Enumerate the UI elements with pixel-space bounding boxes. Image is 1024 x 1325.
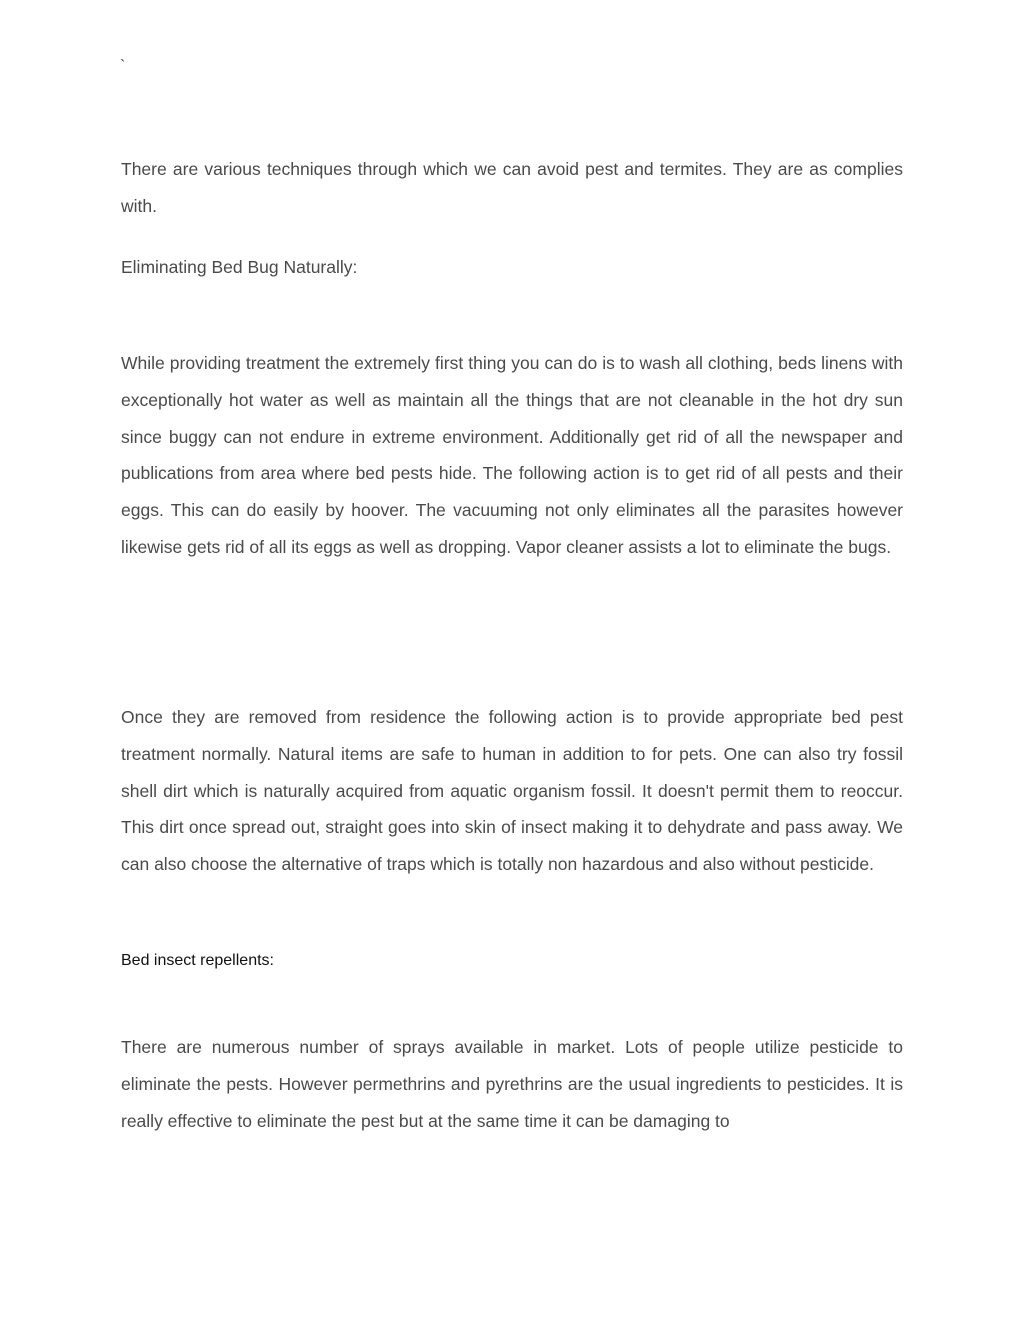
section-heading-repellents: Bed insect repellents: — [121, 952, 274, 969]
intro-paragraph: There are various techniques through which we can avoid pest and termites. They are as complies with. — [121, 159, 903, 216]
treatment-paragraph: While providing treatment the extremely first thing you can do is to wash all clothing, beds linens with exceptionally hot water as well as maintain all the things that are not cleanable in the hot dry sun since buggy can not endure in extreme environment. Additionally get rid of all the newspaper and publications from area where bed pests hide. The following action is to get rid of all pests and their eggs. This can do easily by hoover. The vacuuming not only eliminates all the parasites however likewise gets rid of all its eggs as well as dropping. Vapor cleaner assists a lot to eliminate the bugs. — [121, 353, 903, 557]
section-heading-bed-bug: Eliminating Bed Bug Naturally: — [121, 257, 358, 277]
stray-tick-mark: ` — [120, 58, 126, 75]
natural-treatment-paragraph: Once they are removed from residence the following action is to provide appropriate bed pest treatment normally. Natural items are safe to human in addition to for pets. One can also try fossil shell dirt which is naturally acquired from aquatic organism fossil. It doesn't permit them to reoccur. This dirt once spread out, straight goes into skin of insect making it to dehydrate and pass away. We can also choose the alternative of traps which is totally non hazardous and also without pesticide. — [121, 707, 903, 875]
repellents-paragraph: There are numerous number of sprays available in market. Lots of people utilize pesticide to eliminate the pests. However permethrins and pyrethrins are the usual ingredients to pesticides. It is really effective to eliminate the pest but at the same time it can be damaging to — [121, 1037, 903, 1131]
